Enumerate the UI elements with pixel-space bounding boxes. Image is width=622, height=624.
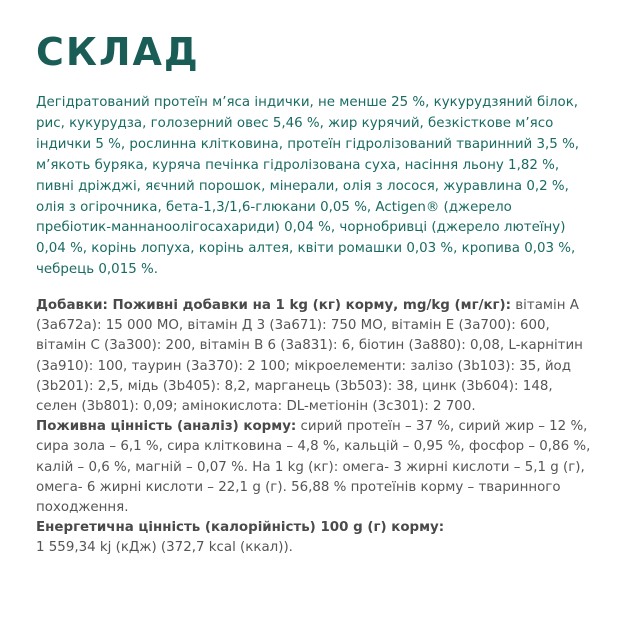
nutrition-label: Поживна цінність (аналіз) корму: <box>36 419 297 435</box>
additives-label: Добавки: Поживні добавки на 1 kg (кг) корму, mg/kg (мг/кг): <box>36 298 512 313</box>
additives-paragraph <box>36 296 591 417</box>
nutrition-text: сирий протеїн – 37 %, сирий жир – 12 %, сира зола – 6,1 %, сира клітковина – 4,8 %, кальцій – 0,95 %, фосфор – 0,86 %, калій – 0,6 %, магній – 0,07 %. На 1 kg (кг): омега- 3 жирні кислоти – 5,1 g (г), омега- 6 жирні кислоти – 22,1 g (г). 56,88 % протеїнів корму – тваринного походження. <box>36 419 591 516</box>
energy-label: Енергетична цінність (калорійність) 100 g (г) корму: <box>36 520 445 536</box>
additives-text: вітамін A (3a672a): 15 000 МО, вітамін Д 3 (3а671): 750 МО, вітамін E (3а700): 600, вітамін C (3а300): 200, вітамін B 6 (3а831): 6, біотин (3а880): 0,08, L-карнітин (3а910): 100, таурин (3а370): 2 100; мікроелементи: залізо (3b103): 35, йод (3b201): 2,5, мідь (3b405): 8,2, марганець (3b503): 38, цинк (3b604): 148, селен (3b801): 0,09; амінокислота: DL-метіонін (3c301): 2 700. <box>36 298 583 415</box>
energy-paragraph <box>36 518 591 558</box>
nutrition-paragraph <box>36 417 591 518</box>
energy-text: 1 559,34 kj (кДж) (372,7 kcal (ккал)). <box>36 540 293 556</box>
page-title: СКЛАД <box>36 30 200 74</box>
composition-text: Дегідратований протеїн м’яса індички, не менше 25 %, кукурудзяний білок, рис, кукурудза, голозерний овес 5,46 %, жир курячий, безкісткове м’ясо індички 5 %, рослинна клітковина, протеїн гідролізований тваринний 3,5 %, м’якоть буряка, куряча печінка гідролізована суха, насіння льону 1,82 %, пивні дріжджі, яєчний порошок, мінерали, олія з лосося, журавлина 0,2 %, олія з огірочника, бета-1,3/1,6-глюкани 0,05 %, Actigen® (джерело пребіотик-маннаноолігосахариди) 0,04 %, чорнобривці (джерело лютеїну) 0,04 %, корінь лопуха, корінь алтея, квіти ромашки 0,03 %, кропива 0,03 %, чебрець 0,015 %. <box>36 95 580 278</box>
additives-section <box>36 296 591 559</box>
